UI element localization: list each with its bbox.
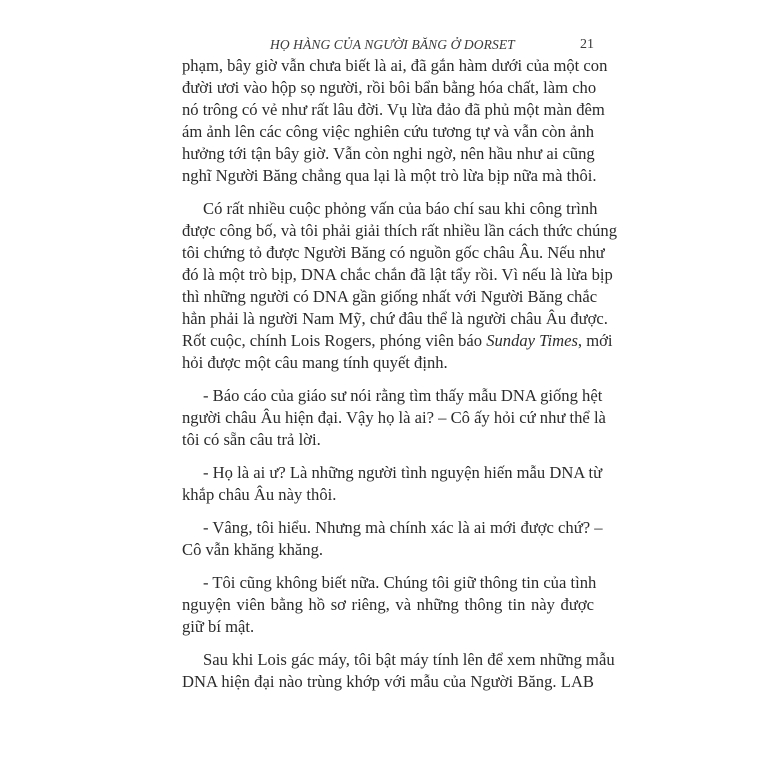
paragraph <box>182 649 615 693</box>
text-line: Cô vẫn khăng khăng. <box>182 540 324 559</box>
text-line: ám ảnh lên các công việc nghiên cứu tương tự và vẫn còn ảnh <box>182 122 594 141</box>
text-line: - Vâng, tôi hiểu. Nhưng mà chính xác là ai mới được chứ? – <box>203 518 603 537</box>
text-segment: Rốt cuộc, chính Lois Rogers, phóng viên báo <box>182 331 487 350</box>
dialogue-paragraph <box>182 385 606 451</box>
page-number: 21 <box>580 37 594 52</box>
dialogue-paragraph <box>182 462 603 506</box>
text-line: thì những người có DNA gần giống nhất với Người Băng chắc <box>182 287 598 306</box>
dialogue-paragraph <box>182 517 603 561</box>
text-line: - Họ là ai ư? Là những người tình nguyện hiến mẫu DNA từ <box>203 463 603 482</box>
text-line: tôi có sẵn câu trả lời. <box>182 430 321 449</box>
text-line: nguyện viên bằng hồ sơ riêng, và những thông tin này được <box>182 595 594 614</box>
running-header <box>182 37 594 57</box>
text-line: - Tôi cũng không biết nữa. Chúng tôi giữ thông tin của tình <box>203 573 597 592</box>
text-line: người châu Âu hiện đại. Vậy họ là ai? – Cô ấy hỏi cứ như thể là <box>182 408 606 427</box>
text-line: hẳn phải là người Nam Mỹ, chứ đâu thể là người châu Âu được. <box>182 309 608 328</box>
text-line: Sau khi Lois gác máy, tôi bật máy tính lên để xem những mẫu <box>203 650 615 669</box>
text-line: DNA hiện đại nào trùng khớp với mẫu của Người Băng. LAB <box>182 672 594 691</box>
chapter-running-title: HỌ HÀNG CỦA NGƯỜI BĂNG Ở DORSET <box>270 37 515 52</box>
text-segment: , mới <box>577 331 613 350</box>
dialogue-paragraph <box>182 572 597 638</box>
text-line: đười ươi vào hộp sọ người, rồi bôi bẩn bằng hóa chất, làm cho <box>182 78 597 97</box>
text-line: tôi chứng tỏ được Người Băng có nguồn gốc châu Âu. Nếu như <box>182 243 605 262</box>
paragraph <box>182 55 608 187</box>
text-line: được công bố, và tôi phải giải thích rất nhiều lần cách thức chúng <box>182 221 618 240</box>
body-text <box>182 55 618 704</box>
text-line: nghĩ Người Băng chẳng qua lại là một trò lừa bịp nữa mà thôi. <box>182 166 597 185</box>
text-line: - Báo cáo của giáo sư nói rằng tìm thấy mẫu DNA giống hệt <box>203 386 603 405</box>
text-line: đó là một trò bịp, DNA chắc chắn đã lật tẩy rồi. Vì nếu là lừa bịp <box>182 265 613 284</box>
text-line: Có rất nhiều cuộc phỏng vấn của báo chí sau khi công trình <box>203 199 598 218</box>
newspaper-name: Sunday Times <box>486 331 578 350</box>
text-line: khắp châu Âu này thôi. <box>182 485 337 504</box>
text-line: nó trông có vẻ như rất lâu đời. Vụ lừa đảo đã phủ một màn đêm <box>182 100 605 119</box>
text-line: hưởng tới tận bây giờ. Vẫn còn nghi ngờ, nên hầu như ai cũng <box>182 144 595 163</box>
text-line: hỏi được một câu mang tính quyết định. <box>182 353 448 372</box>
paragraph <box>182 198 618 374</box>
text-line-with-italic <box>182 330 613 352</box>
text-line: phạm, bây giờ vẫn chưa biết là ai, đã gắn hàm dưới của một con <box>182 56 608 75</box>
text-line: giữ bí mật. <box>182 617 255 636</box>
